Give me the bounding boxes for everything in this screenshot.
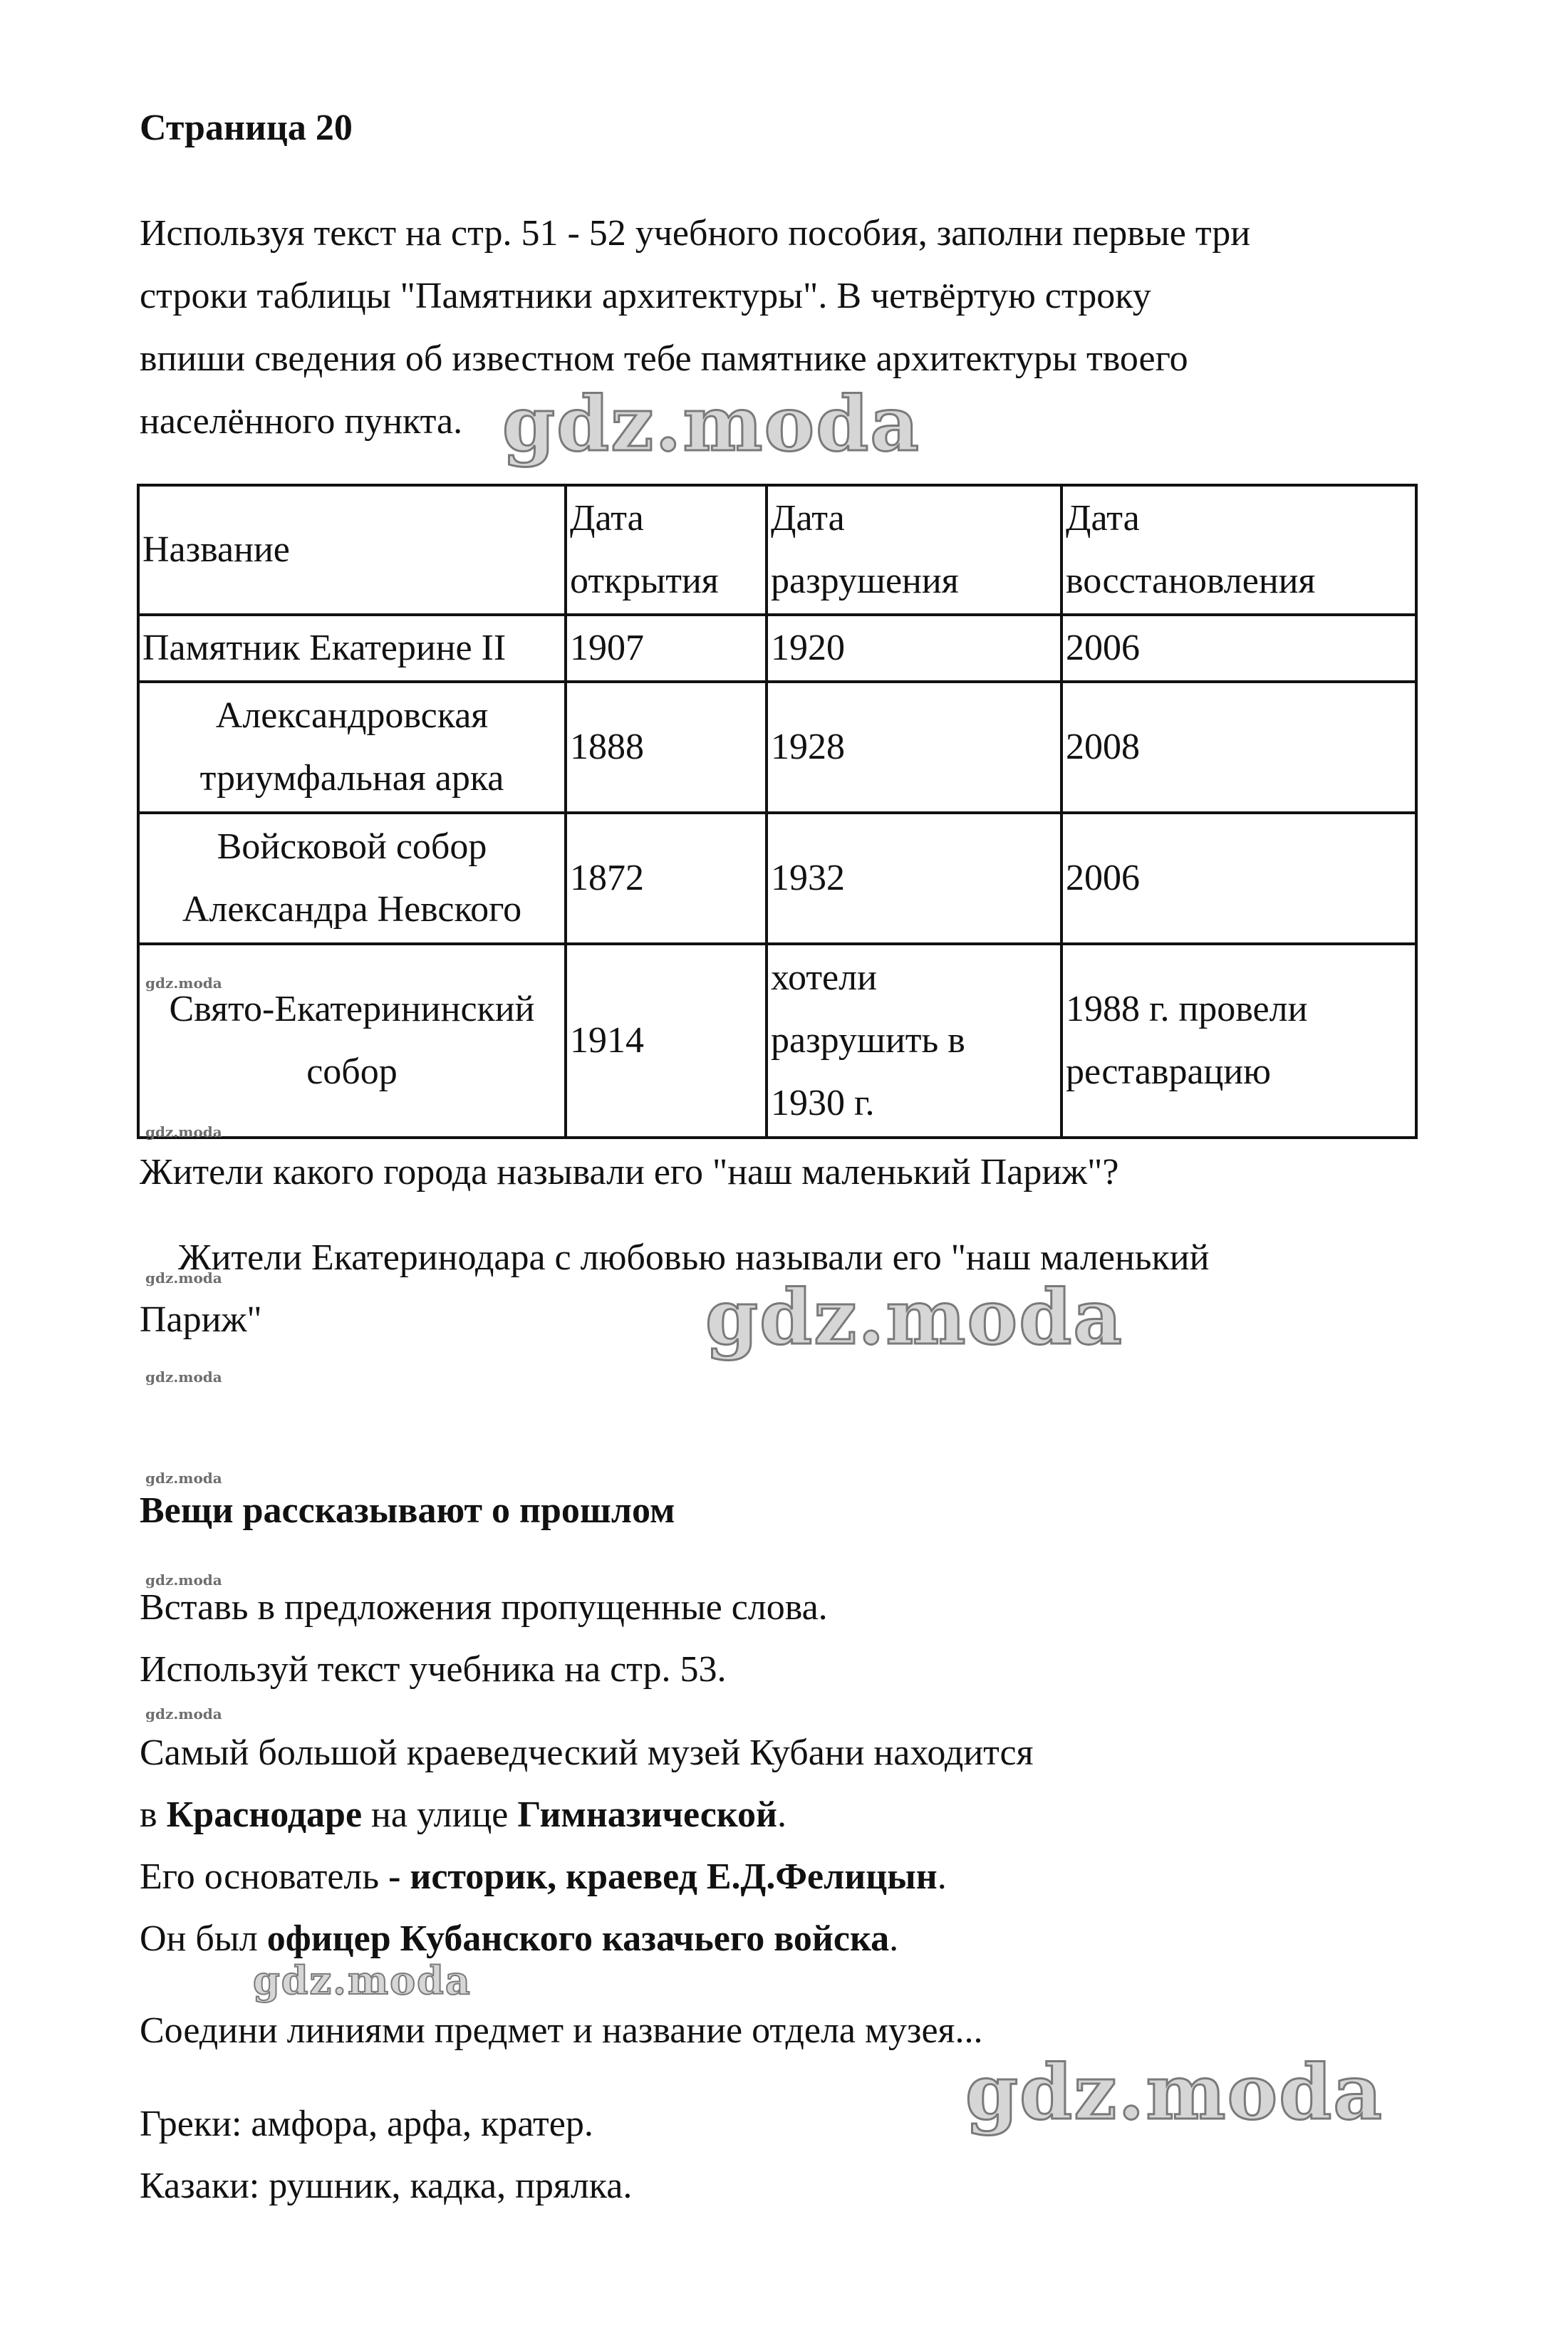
header-restored: Дата восстановления [1061, 485, 1416, 615]
connect-task: Соедини линиями предмет и название отдела музея... [140, 2010, 983, 2051]
cell-restored: 1988 г. провели реставрацию [1061, 944, 1416, 1138]
cell-destroyed: 1932 [767, 813, 1061, 944]
watermark: gdz.moda [145, 1470, 222, 1487]
cell-opened: 1914 [566, 944, 767, 1138]
watermark: gdz.moda [145, 975, 222, 992]
cell-opened: 1888 [566, 682, 767, 813]
header-destroyed: Дата разрушения [767, 485, 1061, 615]
museum-line: Он был офицер Кубанского казачьего войска. [140, 1918, 899, 1959]
cell-restored: 2006 [1061, 813, 1416, 944]
greeks-line: Греки: амфора, арфа, кратер. [140, 2104, 593, 2144]
table-row [138, 682, 1416, 813]
cell-destroyed: хотели разрушить в 1930 г. [767, 944, 1061, 1138]
table-row [138, 944, 1416, 1138]
cell-opened: 1872 [566, 813, 767, 944]
cell-opened: 1907 [566, 615, 767, 682]
intro-line: впиши сведения об известном тебе памятнике архитектуры твоего [140, 338, 1188, 379]
cell-restored: 2006 [1061, 615, 1416, 682]
watermark: gdz.moda [145, 1571, 222, 1589]
header-opened: Дата открытия [566, 485, 767, 615]
cell-name: Памятник Екатерине II [138, 615, 566, 682]
watermark: gdz.moda [145, 1269, 222, 1287]
cell-destroyed: 1920 [767, 615, 1061, 682]
watermark: gdz.moda [145, 1705, 222, 1723]
cell-destroyed: 1928 [767, 682, 1061, 813]
cossacks-line: Казаки: рушник, кадка, прялка. [140, 2166, 633, 2206]
watermark: gdz.moda [253, 1958, 472, 2003]
answer-line: Париж" [140, 1299, 262, 1340]
question: Жители какого города называли его "наш маленький Париж"? [140, 1152, 1119, 1193]
answer-street: Гимназической [517, 1794, 778, 1835]
answer-founder: - историк, краевед Е.Д.Фелицын [388, 1856, 938, 1897]
answer-city: Краснодаре [166, 1794, 363, 1835]
watermark: gdz.moda [965, 2047, 1383, 2136]
header-name: Название [138, 485, 566, 615]
watermark: gdz.moda [502, 379, 920, 468]
museum-line: Его основатель - историк, краевед Е.Д.Фелицын. [140, 1856, 947, 1897]
monuments-table [137, 484, 1418, 1139]
museum-line: Самый большой краеведческий музей Кубани находится [140, 1732, 1034, 1773]
table-row [138, 615, 1416, 682]
answer-line: Жители Екатеринодара с любовью называли его "наш маленький [178, 1237, 1210, 1278]
watermark: gdz.moda [145, 1123, 222, 1140]
cell-name: Войсковой собор Александра Невского [138, 813, 566, 944]
table-row [138, 813, 1416, 944]
page-title: Страница 20 [140, 108, 353, 148]
intro-line: населённого пункта. [140, 401, 463, 442]
intro-line: строки таблицы "Памятники архитектуры". В четвёртую строку [140, 276, 1151, 316]
section-title: Вещи рассказывают о прошлом [140, 1490, 675, 1531]
cell-name: Свято-Екатерининский собор [138, 944, 566, 1138]
watermark: gdz.moda [705, 1272, 1123, 1361]
watermark: gdz.moda [145, 1368, 222, 1386]
task-line: Используй текст учебника на стр. 53. [140, 1649, 727, 1690]
museum-line: в Краснодаре на улице Гимназической. [140, 1794, 787, 1835]
intro-line: Используя текст на стр. 51 - 52 учебного пособия, заполни первые три [140, 213, 1251, 254]
cell-restored: 2008 [1061, 682, 1416, 813]
task-line: Вставь в предложения пропущенные слова. [140, 1587, 828, 1628]
answer-rank: офицер Кубанского казачьего войска [266, 1918, 890, 1959]
cell-name: Александровская триумфальная арка [138, 682, 566, 813]
table-header-row [138, 485, 1416, 615]
